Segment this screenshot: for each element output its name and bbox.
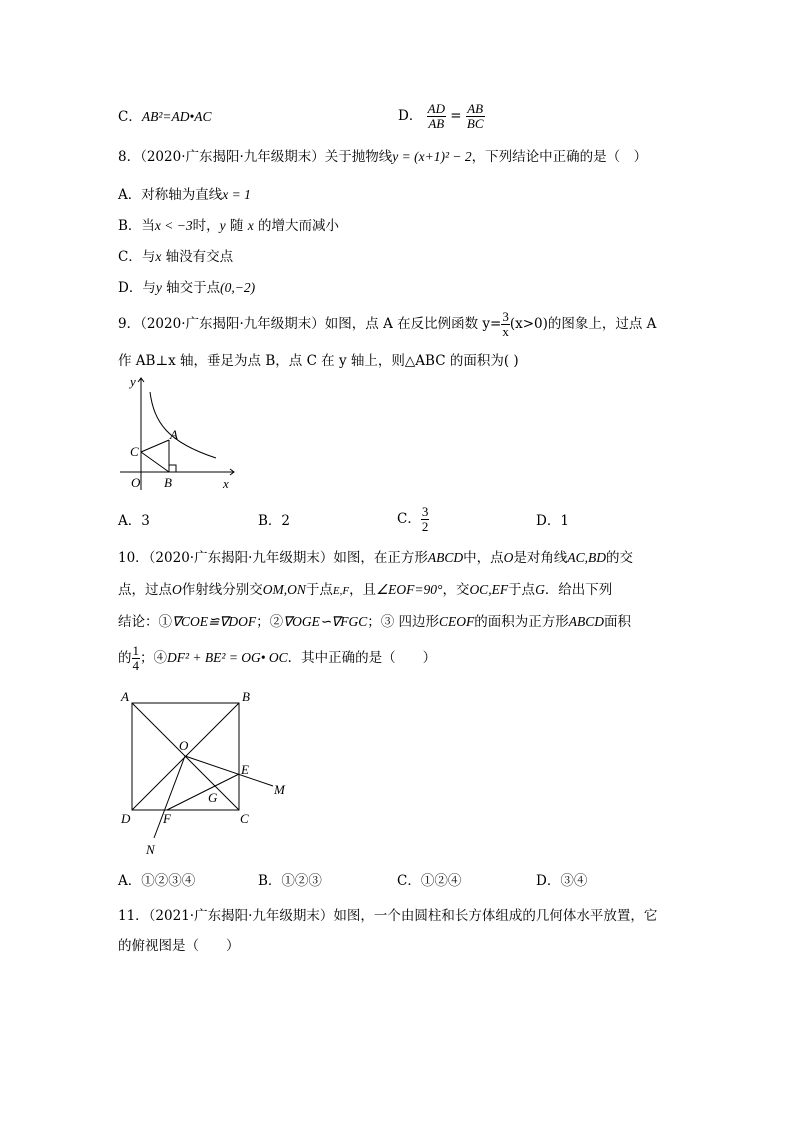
q10-text-4c: DF² + BE² = OG• OC — [167, 650, 288, 665]
q10-label-f: F — [163, 811, 171, 826]
q10-text-1c: 中，点 — [463, 550, 504, 566]
q10-stem-line-2 — [118, 580, 612, 601]
q9-label-o: O — [131, 475, 141, 490]
q9-label-y: y — [130, 374, 136, 389]
q7-option-c — [118, 107, 211, 127]
q9-hyperbola-curve — [150, 392, 216, 458]
q10-text-2g: ，且 — [349, 582, 377, 598]
q8-option-b-text-4: 的增大而减小 — [253, 218, 340, 234]
q8-option-d-text-1: D．与 — [118, 280, 156, 296]
q8-option-a — [118, 185, 251, 205]
q9-label-x: x — [223, 476, 229, 491]
q9-stem-text-1: 9．（2020·广东揭阳·九年级期末）如图，点 A 在反比例函数 y= — [118, 316, 502, 332]
q9-label-c: C — [130, 444, 139, 459]
q10-text-3f: CEOF — [439, 614, 475, 629]
q10-text-2m: ．给出下列 — [544, 582, 613, 598]
q10-label-o: O — [179, 738, 189, 753]
q8-stem-end: ，下列结论中正确的是（ ） — [471, 149, 648, 165]
q10-text-4a: 的 — [118, 650, 132, 666]
q10-text-2d: OM,ON — [262, 582, 306, 597]
q10-text-1e: 是对角线 — [513, 550, 568, 566]
q8-option-d-var: y — [155, 280, 162, 295]
q7-option-d-equals: = — [450, 108, 462, 124]
q10-text-2b: O — [172, 582, 182, 597]
q10-option-c: C．①②④ — [397, 873, 462, 889]
q8-option-a-expr: x = 1 — [222, 187, 251, 202]
q8-option-c — [118, 247, 233, 267]
q10-text-2c: 作射线分别交 — [181, 582, 263, 598]
q10-stem-line-1 — [118, 548, 633, 568]
q8-option-c-var: x — [155, 249, 162, 264]
q10-text-4d: ．其中正确的是（ ） — [287, 650, 437, 666]
q10-text-2l: G — [535, 582, 545, 597]
q9-right-angle-mark — [169, 465, 176, 472]
q10-text-3h: ABCD — [568, 614, 605, 629]
q10-stem-line-4 — [118, 640, 436, 676]
q7-option-d-fraction-1: $\frac{AD}{AB}$ — [427, 101, 445, 131]
q10-label-n: N — [146, 842, 155, 857]
q10-text-3e: ；③ 四边形 — [367, 614, 440, 630]
q10-label-b: B — [242, 689, 250, 704]
q9-segment-cb — [141, 452, 169, 472]
q10-label-e: E — [241, 762, 249, 777]
q11-stem-line-1: 11．（2021·广东揭阳·九年级期末）如图，一个由圆柱和长方体组成的几何体水平放置，它 — [118, 908, 658, 924]
q9-stem-text-2: (x>0)的图象上，过点 A — [509, 316, 657, 332]
q10-text-2j: OC,EF — [469, 582, 509, 597]
q10-text-1a: 10．（2020·广东揭阳·九年级期末）如图，在正方形 — [118, 550, 428, 566]
q10-figure — [118, 686, 298, 858]
q10-stem-line-3 — [118, 612, 631, 632]
q10-ray-om — [185, 756, 273, 786]
q8-option-b-text-2: 时， — [192, 218, 220, 234]
q9-option-d: D．1 — [536, 513, 569, 529]
q9-option-a: A．3 — [118, 513, 150, 529]
q10-text-1d: O — [503, 550, 514, 565]
q10-label-a: A — [121, 689, 129, 704]
q7-option-d-fraction-2: $\frac{AB}{BC}$ — [466, 101, 484, 131]
q10-text-2e: 于点 — [305, 582, 333, 598]
q10-option-b: B．①②③ — [258, 873, 322, 889]
q10-label-c: C — [240, 811, 249, 826]
q10-label-d: D — [121, 811, 131, 826]
q10-text-2f: E,F — [332, 585, 350, 597]
q9-option-c-label: C． — [397, 511, 421, 527]
q10-option-a: A．①②③④ — [118, 873, 196, 889]
q8-option-d-text-2: 轴交于点 — [161, 280, 221, 296]
q9-option-b: B．2 — [258, 513, 291, 529]
q7-option-c-label: C． — [118, 109, 142, 125]
q9-segment-ca — [141, 440, 169, 452]
q8-stem-text: 8．（2020·广东揭阳·九年级期末）关于抛物线 — [118, 149, 393, 165]
q10-text-2i: ，交 — [442, 582, 470, 598]
q10-text-3b: ∇COE≌∇DOF — [172, 614, 257, 629]
q8-option-d — [118, 278, 255, 298]
q10-segment-ef — [167, 774, 239, 810]
q10-text-3a: 结论：① — [118, 614, 172, 630]
q9-option-c — [397, 501, 429, 537]
q10-text-2k: 于点 — [508, 582, 536, 598]
q8-option-b-expr: x < −3 — [154, 218, 193, 233]
q7-option-c-expr: AB²=AD•AC — [141, 109, 212, 124]
q9-stem-line-1 — [118, 306, 656, 342]
q8-formula: y = (x+1)² − 2 — [392, 149, 472, 164]
q8-option-b-text-3: 随 — [225, 218, 248, 234]
q8-stem — [118, 147, 647, 167]
q10-label-g: G — [208, 790, 218, 805]
q10-text-4b: ；④ — [140, 650, 167, 666]
q8-option-a-text: A．对称轴为直线 — [118, 187, 223, 203]
q10-text-2a: 点，过点 — [118, 582, 172, 598]
q10-text-1f: AC,BD — [567, 550, 606, 565]
q8-option-d-point: (0,−2) — [220, 280, 256, 295]
q10-label-m: M — [274, 782, 285, 797]
q9-fraction: $\frac{3}{x}$ — [502, 309, 509, 339]
q9-label-a: A — [170, 427, 178, 442]
q10-text-2h: ∠EOF=90° — [376, 582, 443, 597]
q11-stem-line-2: 的俯视图是（ ） — [118, 938, 240, 954]
q8-option-c-text-1: C．与 — [118, 249, 156, 265]
q8-option-b-var-y: y — [219, 218, 226, 233]
q8-option-b-var-x: x — [247, 218, 254, 233]
q9-option-c-fraction: $\frac{3}{2}$ — [421, 504, 429, 534]
q10-option-d: D．③④ — [536, 873, 588, 889]
q7-option-d — [398, 98, 485, 134]
q9-label-b: B — [164, 475, 172, 490]
q10-text-3d: ∇OGE∽∇FGC — [283, 614, 368, 629]
q8-option-c-text-2: 轴没有交点 — [161, 249, 234, 265]
q10-text-1b: ABCD — [427, 550, 464, 565]
q10-text-1g: 的交 — [606, 550, 633, 566]
q8-option-b — [118, 216, 339, 236]
q10-text-3c: ；② — [256, 614, 284, 630]
q7-option-d-label: D． — [398, 108, 423, 124]
q8-option-b-text-1: B．当 — [118, 218, 155, 234]
q10-fraction: $\frac{1}{4}$ — [132, 643, 139, 673]
q9-stem-line-2: 作 AB⊥x 轴，垂足为点 B，点 C 在 y 轴上，则△ABC 的面积为( ) — [118, 353, 519, 369]
q10-text-3i: 面积 — [604, 614, 632, 630]
q10-text-3g: 的面积为正方形 — [474, 614, 569, 630]
q9-figure — [112, 372, 242, 494]
